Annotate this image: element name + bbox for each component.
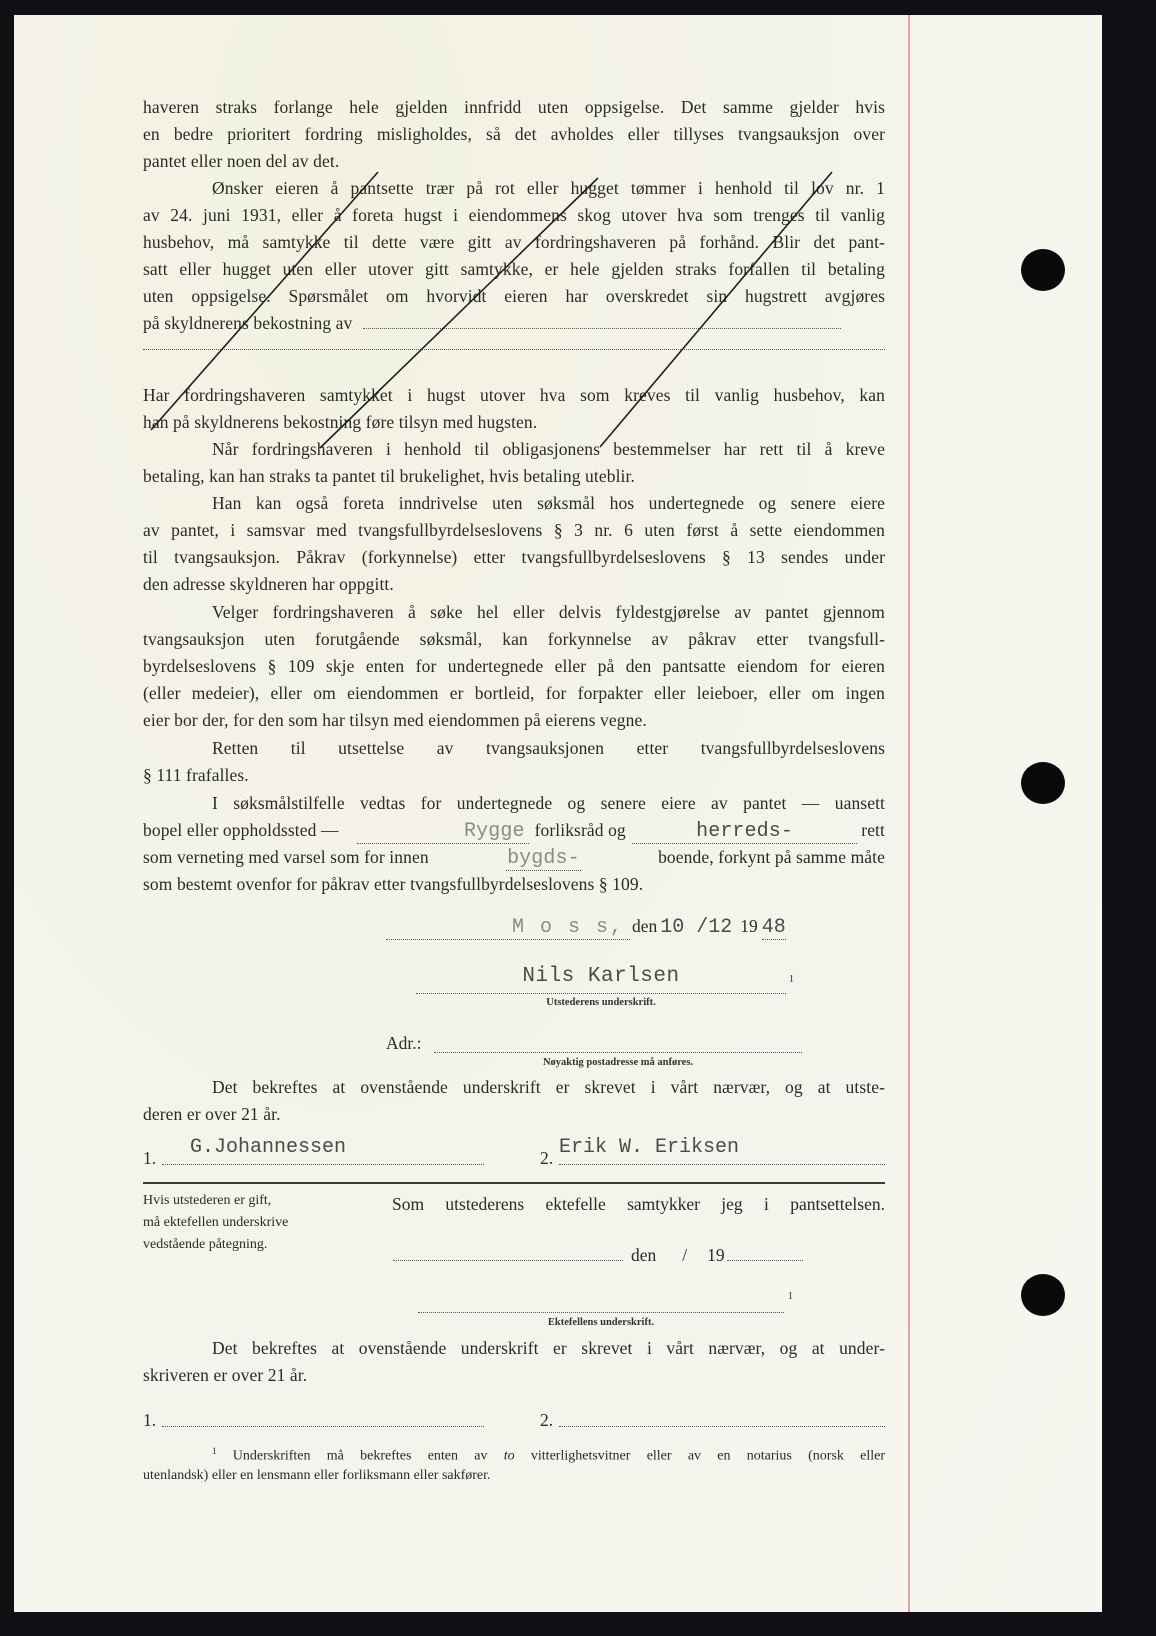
address-label: Adr.: [386,1033,422,1053]
body-text: på skyldnerens bekostning av [143,313,353,333]
spouse-consent-text: Som utstederens ektefelle samtykker jeg i pantsettelsen. [392,1194,885,1214]
body-line: satt eller hugget uten eller utover gitt samtykke, er hele gjelden straks forfallen til betaling [143,259,885,279]
body-line: byrdelseslovens § 109 skje enten for undertegnede eller på den pantsatte eiendom for eieren [143,656,885,676]
court-type-field[interactable]: herreds- [632,819,857,844]
body-text: som verneting med varsel som for innen [143,847,429,867]
strike-stroke-2 [320,178,598,448]
place-field[interactable]: M o s s, [386,916,630,940]
body-line: han på skyldnerens bekostning føre tilsyn med hugsten. [143,412,538,432]
body-text: boende, forkynt på samme måte [658,847,885,867]
body-line: Retten til utsettelse av tvangsauksjonen etter tvangsfullbyrdelseslovens [212,738,885,758]
date-slash: / [682,1245,688,1265]
body-line: haveren straks forlange hele gjelden innfridd uten oppsigelse. Det samme gjelder hvis [143,97,885,117]
body-line: Ønsker eieren å pantsette trær på rot eller hugget tømmer i henhold til lov nr. 1 [212,178,885,198]
body-line: uten oppsigelse. Spørsmålet om hvorvidt eieren har overskredet sin hugstrett avgjøres [143,286,885,306]
body-line: I søksmålstilfelle vedtas for undertegnede og senere eiere av pantet — uansett [212,793,885,813]
body-line: som bestemt ovenfor for påkrav etter tvangsfullbyrdelseslovens § 109. [143,874,644,894]
body-line: skriveren er over 21 år. [143,1365,308,1385]
court-place-field[interactable]: Rygge [357,819,529,844]
body-text: rett [861,820,885,840]
body-line: (eller medeier), eller om eiendommen er bortleid, for forpakter eller leieboer, eller om ingen [143,683,885,703]
address-caption: Nøyaktig postadresse må anføres. [542,1057,694,1068]
den-label: den [632,916,658,936]
body-line: § 111 frafalles. [143,765,249,785]
date-field[interactable]: 10 /12 [660,916,733,939]
year-prefix: 19 [740,916,758,936]
body-line: Han kan også foreta inndrivelse uten søksmål hos undertegnede og senere eiere [212,493,885,513]
witness-1-field[interactable]: G.Johannessen [162,1136,484,1165]
body-line: tvangsauksjon uten forutgående søksmål, kan forkynnelse av påkrav etter tvangsfull- [143,629,885,649]
body-line: til tvangsauksjon. Påkrav (forkynnelse) etter tvangsfullbyrdelseslovens § 13 sendes under [143,547,885,567]
footnote-line: $^1$ Underskriften må bekreftes enten av to vitterlighetsvitner eller av en notarius (norsk eller [212,1446,886,1464]
footnote-mark: 1 [212,1446,217,1456]
body-text: forliksråd og [534,820,626,840]
body-line: den adresse skyldneren har oppgitt. [143,574,394,594]
body-line: Velger fordringshaveren å søke hel eller delvis fyldestgjørelse av pantet gjennom [212,602,885,622]
body-line: en bedre prioritert fordring misligholdes, så det avholdes eller tillyses tvangsauksjon over [143,124,885,144]
witness-2-field[interactable]: Erik W. Eriksen [559,1136,885,1165]
body-line: eier bor der, for den som har tilsyn med eiendommen på eierens vegne. [143,710,647,730]
body-line: av pantet, i samsvar med tvangsfullbyrdelseslovens § 3 nr. 6 uten først å sette eiendommen [143,520,885,540]
issuer-signature-caption: Utstederens underskrift. [546,997,656,1008]
body-line: betaling, kan han straks ta pantet til brukelighet, hvis betaling uteblir. [143,466,635,486]
body-line: av 24. juni 1931, eller å foreta hugst i eiendommens skog utover hva som trenges til vanlig [143,205,885,225]
footnote-mark: 1 [788,1291,793,1302]
spouse-note-line: Hvis utstederen er gift, [143,1193,272,1208]
witness-2-label: 2. [540,1148,554,1168]
year-prefix: 19 [707,1245,725,1265]
body-line: Det bekreftes at ovenstående underskrift er skrevet i vårt nærvær, og at utste- [212,1077,885,1097]
spouse-signature-caption: Ektefellens underskrift. [547,1317,655,1328]
body-text: bopel eller oppholdssted — [143,820,339,840]
body-line: Når fordringshaveren i henhold til obligasjonens bestemmelser har rett til å kreve [212,439,885,459]
footnote-line: utenlandsk) eller en lensmann eller forliksmann eller sakfører. [143,1468,491,1483]
strike-stroke-1 [151,172,378,430]
spouse-note-line: vedstående påtegning. [143,1237,268,1252]
body-line: deren er over 21 år. [143,1104,281,1124]
body-line: husbehov, må samtykke til dette være gitt av fordringshaveren på forhånd. Blir det pant- [143,232,885,252]
den-label: den [631,1245,657,1265]
body-line: Det bekreftes at ovenstående underskrift er skrevet i vårt nærvær, og at under- [212,1338,885,1358]
strike-stroke-3 [600,172,832,447]
witness-1-label: 1. [143,1410,157,1430]
year-field[interactable]: 48 [761,916,786,939]
witness-1-label: 1. [143,1148,157,1168]
footnote-mark: 1 [789,974,794,985]
body-line: pantet eller noen del av det. [143,151,340,171]
body-line: Har fordringshaveren samtykket i hugst utover hva som kreves til vanlig husbehov, kan [143,385,885,405]
spouse-note-line: må ektefellen underskrive [143,1215,289,1230]
issuer-signature: Nils Karlsen [522,965,680,988]
residency-field[interactable]: bygds- [507,847,580,870]
witness-2-label: 2. [540,1410,554,1430]
